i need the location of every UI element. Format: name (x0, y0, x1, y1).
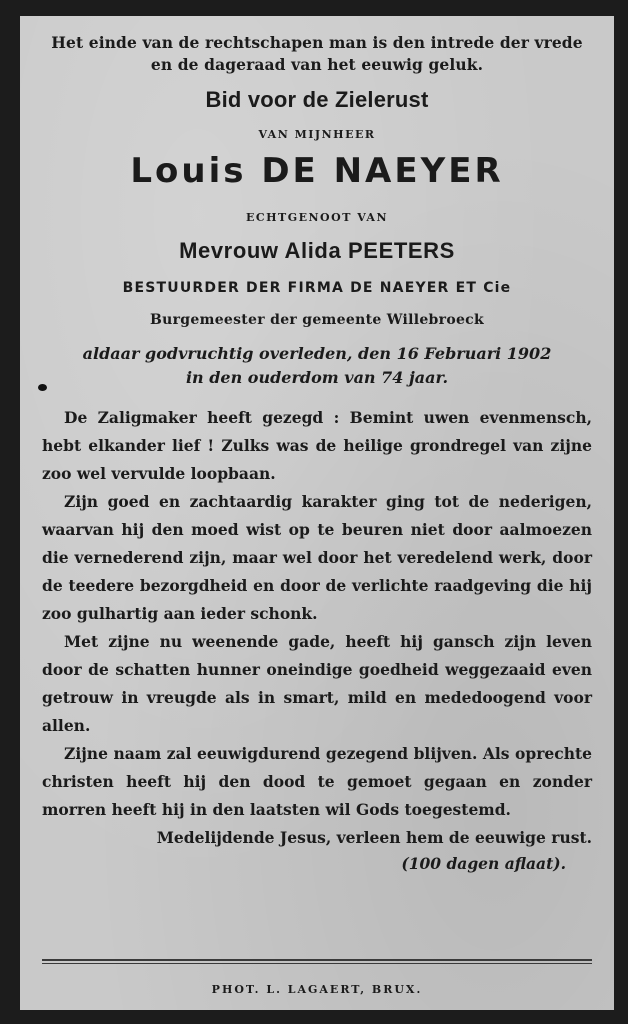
name-prefix: VAN MIJNHEER (258, 128, 376, 141)
closing-prayer: Medelijdende Jesus, verleen hem de eeuwige rust. (156, 828, 592, 847)
motto-text: Het einde van de rechtschapen man is den intrede der vrede en de dageraad van het eeuwig geluk. (51, 33, 583, 74)
paragraph-4: Zijne naam zal eeuwigdurend gezegend blijven. Als oprechte christen heeft hij den dood te gemoet gegaan en zonder morren heeft hij in den laatsten wil Gods toegestemd. (42, 744, 592, 819)
deceased-name: Louis DE NAEYER (130, 151, 504, 191)
indulgence-note: (100 dagen aflaat). (401, 854, 566, 873)
role-director: BESTUURDER DER FIRMA DE NAEYER ET Cie (122, 280, 512, 296)
paragraph-2: Zijn goed en zachtaardig karakter ging tot de nederigen, waarvan hij den moed wist op te beuren niet door aalmoezen die vernederend zijn, maar wel door het veredelend werk, door de teedere bezorgdheid en door de verlichte raadgeving die hij zoo gulhartig aan ieder schonk. (42, 492, 592, 623)
paragraph-3: Met zijne nu weenende gade, heeft hij gansch zijn leven door de schatten hunner oneindige goedheid weggezaaid even getrouw in vreugde als in smart, mild en mededoogend voor allen. (42, 632, 592, 735)
death-notice (42, 342, 592, 390)
footer-divider (42, 959, 592, 964)
printer-credit: PHOT. L. LAGAERT, BRUX. (211, 983, 423, 996)
spouse-label: ECHTGENOOT VAN (246, 211, 388, 224)
prayer-heading: Bid voor de Zielerust (205, 87, 429, 112)
death-line-2: in den ouderdom van 74 jaar. (185, 368, 449, 387)
death-line-1: aldaar godvruchtig overleden, den 16 Februari 1902 (82, 344, 552, 363)
memorial-card (20, 16, 614, 1010)
ink-blot (38, 384, 47, 391)
paragraph-1: De Zaligmaker heeft gezegd : Bemint uwen evenmensch, hebt elkander lief ! Zulks was de heilige grondregel van zijne zoo wel vervulde loopbaan. (42, 408, 592, 483)
spouse-name: Mevrouw Alida PEETERS (179, 238, 455, 263)
role-mayor: Burgemeester der gemeente Willebroeck (150, 312, 484, 328)
